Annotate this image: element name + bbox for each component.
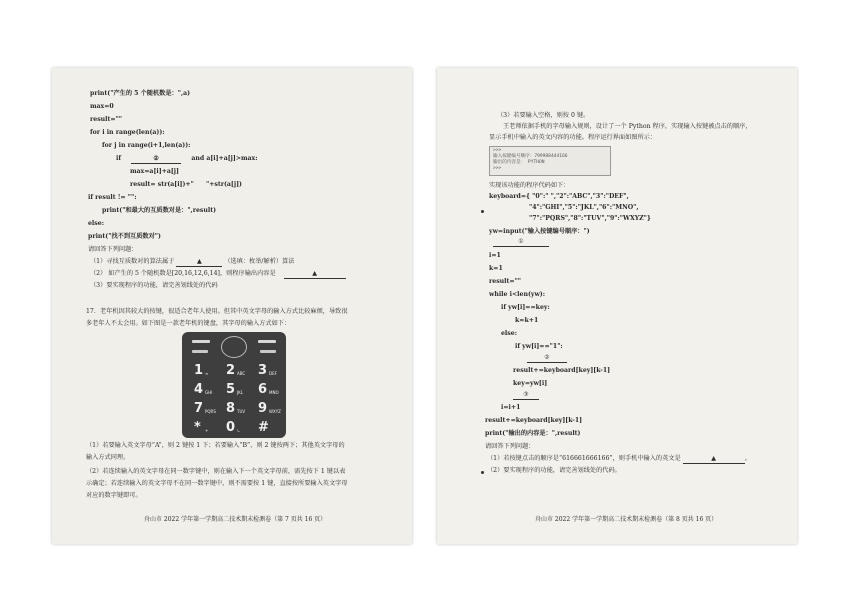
code-line: for j in range(i+1,len(a)):	[102, 142, 191, 149]
code-line	[513, 391, 539, 400]
code-line: for i in range(len(a)):	[90, 129, 165, 136]
code-line: print("产生的 5 个随机数是：",a)	[90, 90, 191, 97]
code-line: result+=keyboard[key][k-1]	[513, 367, 611, 374]
program-output-box	[489, 146, 611, 176]
key-1: 1 ∞	[194, 363, 209, 378]
code-line: if result != "":	[88, 194, 137, 201]
code-line: k=1	[489, 265, 503, 272]
question-2-text: （2） 如产生的 5 个随机数是[20,16,12,6,14]，则程序输出内容是	[90, 270, 276, 277]
code-line: k=k+1	[515, 317, 539, 324]
rule-1-text: 输入方式同理。	[86, 454, 130, 461]
code-line: result=""	[90, 116, 123, 123]
code-line: print("找不到互质数对")	[88, 233, 161, 240]
rule-3-text: （3）若要输入空格，则按 0 键。	[497, 112, 590, 119]
soft-key-right	[258, 340, 276, 343]
code-condition: and a[i]+a[j]>max:	[191, 155, 258, 162]
code-line: i=1	[489, 252, 501, 259]
code-line	[493, 238, 549, 247]
console-line: 输入按键编号顺序：799988444166	[493, 154, 568, 159]
rule-2-text: 示确定；若连续输入的英文字母不在同一数字键中，则不需要按 1 键，直接按所要输入英文字母	[86, 480, 348, 487]
rule-2-text: （2）若连续输入的英文字母在同一数字键中，则在输入下一个英文字母前，需先按下 1 键以表	[86, 468, 346, 475]
code-line: if yw[i]=="1":	[515, 343, 563, 350]
key-star: * +	[194, 420, 209, 435]
key-hash: #	[258, 420, 269, 435]
margin-mark	[481, 210, 484, 213]
problem-17-text: 17．老年机因其较大的按键，很适合老年人使用。但其中英文字母的输入方式比较麻烦，导致很	[86, 308, 348, 315]
key-4: 4 GHI	[194, 382, 213, 397]
exam-page-7	[52, 68, 412, 544]
answer-blank: ▲	[284, 270, 346, 279]
code-line: result+=keyboard[key][k-1]	[485, 417, 583, 424]
code-part: result= str(a[i])+"	[130, 181, 194, 188]
question-1	[90, 258, 294, 267]
key-7: 7 PQRS	[194, 401, 216, 416]
call-key	[192, 350, 208, 353]
question-3: （3）要实现程序的功能，请完善划线处的代码	[90, 282, 218, 289]
rule-1-text: （1）若要输入英文字母“A”，则 2 键按 1 下；若要输入“B”，则 2 键按两下；其他英文字母的	[86, 442, 345, 449]
code-line	[116, 155, 258, 164]
answer-blank-2: ②	[131, 155, 181, 164]
problem-17-text: 多老年人不太会用。如下图是一款老年机的键盘，其字母的输入方式如下：	[86, 320, 291, 327]
code-line: i=i+1	[501, 404, 521, 411]
phone-keypad-image	[182, 332, 286, 438]
end-key	[260, 350, 276, 353]
code-line: keyboard={ "0":" ","2":"ABC","3":"DEF",	[489, 193, 629, 200]
code-line: max=a[i]+a[j]	[130, 168, 179, 175]
console-line: 输出的内容是： PYTHON	[493, 160, 545, 165]
code-line: max=0	[90, 103, 114, 110]
nav-key	[221, 336, 247, 358]
code-line: else:	[88, 220, 104, 227]
answer-blank-3: ③	[513, 391, 539, 400]
key-2: 2 ABC	[226, 363, 246, 378]
key-8: 8 TUV	[226, 401, 246, 416]
code-line	[527, 354, 567, 363]
key-9: 9 WXYZ	[258, 401, 281, 416]
code-line: else:	[501, 330, 517, 337]
answer-blank-2: ②	[527, 354, 567, 363]
code-intro: 实现该功能的程序代码如下：	[489, 182, 570, 189]
key-5: 5 JKL	[226, 382, 244, 397]
question-2	[90, 270, 346, 279]
key-3: 3 DEF	[258, 363, 277, 378]
code-line: print("输出的内容是：",result)	[485, 430, 581, 437]
code-if: if	[116, 155, 122, 162]
code-line: yw=input("输入按键编号顺序：")	[489, 228, 590, 235]
code-line: "4":"GHI","5":"JKL","6":"MNO",	[529, 204, 639, 211]
question-1: （1）若按键点击的顺序是“616661666166”，则手机中输入的英文是 ▲ 。	[487, 455, 751, 462]
intro-text: 显示手机中输入的英文内容的功能。程序运行界面如图所示：	[489, 134, 657, 141]
code-line: "7":"PQRS","8":"TUV","9":"WXYZ"}	[529, 215, 651, 222]
exam-page-8	[437, 68, 797, 544]
code-line: while i<len(yw):	[489, 291, 545, 298]
code-part: "+str(a[j])	[205, 181, 242, 188]
answer-blank: ▲	[683, 455, 745, 464]
question-prompt: 请回答下列问题：	[485, 443, 535, 450]
question-2: （2）要实现程序的功能，请完善划线处的代码。	[487, 467, 621, 474]
key-6: 6 MNO	[258, 382, 279, 397]
console-line: >>>	[493, 166, 502, 171]
code-line: result=""	[489, 278, 522, 285]
question-1-tail: （选填：枚举/解析）算法	[224, 258, 295, 265]
code-line: key=yw[i]	[513, 380, 548, 387]
question-1-text: （1）寻找互质数对的算法属于	[90, 258, 175, 265]
key-0: 0 ∟	[226, 420, 241, 435]
question-prompt: 请回答下列问题：	[88, 246, 138, 253]
answer-blank-1: ①	[493, 238, 549, 247]
code-line: print("和最大的互质数对是：",result)	[102, 207, 217, 214]
page-footer: 舟山市 2022 学年第一学期高二技术期末检测卷（第 8 页共 16 页）	[535, 516, 718, 523]
rule-2-text: 对应的数字键即可。	[86, 492, 142, 499]
page-footer: 舟山市 2022 学年第一学期高二技术期末检测卷（第 7 页共 16 页）	[144, 516, 327, 523]
intro-text: 王老师依据手机的字母输入规则，设计了一个 Python 程序，实现输入按键被点击的顺序，	[503, 123, 752, 130]
soft-key-left	[192, 340, 210, 343]
answer-blank: ▲	[176, 258, 222, 267]
code-line	[130, 181, 242, 189]
question-1-text: （1）若按键点击的顺序是“616661666166”，则手机中输入的英文是	[487, 455, 681, 462]
code-line: if yw[i]==key:	[501, 304, 550, 311]
console-line: >>>	[493, 148, 502, 153]
margin-mark	[481, 471, 484, 474]
